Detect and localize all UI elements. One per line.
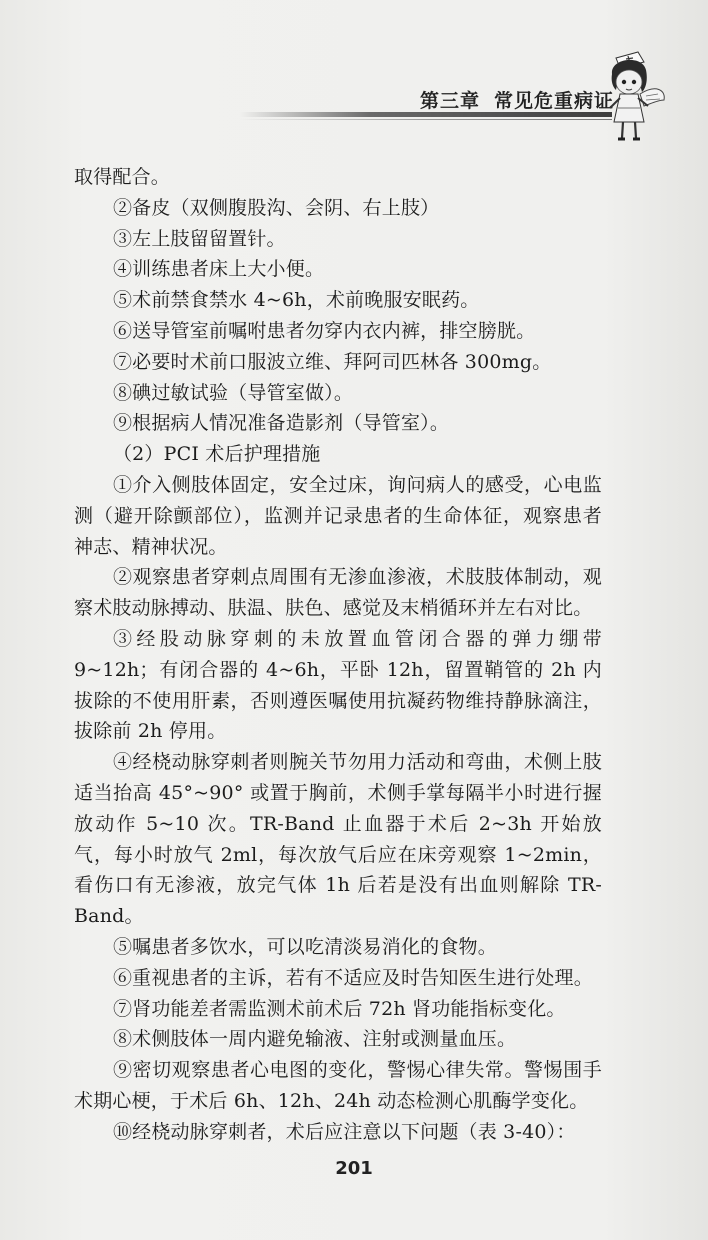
paragraph: ②观察患者穿刺点周围有无渗血渗液，术肢肢体制动，观察术肢动脉搏动、肤温、肤色、感觉及末梢循环并左右对比。 xyxy=(74,566,602,620)
nurse-mascot-icon xyxy=(598,44,668,144)
paragraph: ⑨根据病人情况准备造影剂（导管室）。 xyxy=(112,412,450,435)
paragraph: 取得配合。 xyxy=(74,166,171,188)
paragraph: ②备皮（双侧腹股沟、会阴、右上肢） xyxy=(112,196,440,219)
paragraph: ⑤术前禁食禁水 4~6h，术前晚服安眠药。 xyxy=(112,289,480,312)
paragraph: ⑧术侧肢体一周内避免输液、注射或测量血压。 xyxy=(112,1028,517,1051)
paragraph: ⑥送导管室前嘱咐患者勿穿内衣内裤，排空膀胱。 xyxy=(112,319,536,342)
section-heading: （2）PCI 术后护理措施 xyxy=(112,443,321,466)
chapter-number: 第三章 xyxy=(420,90,481,112)
paragraph: ⑤嘱患者多饮水，可以吃清淡易消化的食物。 xyxy=(112,935,497,958)
paragraph: ⑨密切观察患者心电图的变化，警惕心律失常。警惕围手术期心梗，于术后 6h、12h、24h 动态检测心肌酶学变化。 xyxy=(74,1059,602,1112)
header-rule-thin xyxy=(240,119,612,120)
paragraph: ⑥重视患者的主诉，若有不适应及时告知医生进行处理。 xyxy=(112,966,593,989)
chapter-title: 常见危重病证 xyxy=(494,90,615,112)
paragraph: ⑩经桡动脉穿刺者，术后应注意以下问题（表 3-40）： xyxy=(112,1120,576,1143)
paragraph: ③左上肢留留置针。 xyxy=(112,227,286,250)
paragraph: ④训练患者床上大小便。 xyxy=(112,258,325,281)
paragraph: ⑦必要时术前口服波立维、拜阿司匹林各 300mg。 xyxy=(112,350,552,373)
running-head xyxy=(420,86,614,113)
paragraph: ③经股动脉穿刺的未放置血管闭合器的弹力绷带 9~12h；有闭合器的 4~6h，平卧 12h，留置鞘管的 2h 内拔除的不使用肝素，否则遵医嘱使用抗凝药物维持静脉滴注，拔除前 2h 停用。 xyxy=(74,627,602,743)
paragraph: ④经桡动脉穿刺者则腕关节勿用力活动和弯曲，术侧上肢适当抬高 45°~90° 或置于胸前，术侧手掌每隔半小时进行握放动作 5~10 次。TR-Band 止血器于术后 2~3h 开始放气，每小时放气 2ml，每次放气后应在床旁观察 1~2min，看伤口有无渗液，放完气体 1h 后若是没有出血则解除 TR-Band。 xyxy=(74,751,602,928)
paragraph: ⑧碘过敏试验（导管室做）。 xyxy=(112,381,354,404)
header-rule xyxy=(240,112,612,117)
paragraph: ⑦肾功能差者需监测术前术后 72h 肾功能指标变化。 xyxy=(112,997,566,1020)
page-number: 201 xyxy=(335,1158,373,1179)
body-text xyxy=(74,162,602,1148)
paragraph: ①介入侧肢体固定，安全过床，询问病人的感受，心电监测（避开除颤部位），监测并记录患者的生命体征，观察患者神志、精神状况。 xyxy=(74,473,602,558)
